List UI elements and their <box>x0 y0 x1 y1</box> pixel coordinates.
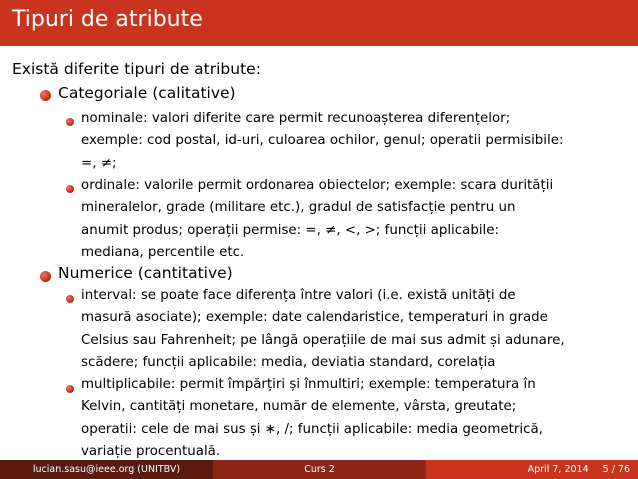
list-item-line: ordinale: valorile permit ordonarea obiectelor; exemple: scara durității <box>81 178 554 193</box>
list-item-line: exemple: cod postal, id-uri, culoarea ochilor, genul; operatii permisibile: <box>81 133 564 149</box>
list-item <box>81 285 629 374</box>
list-item-line: interval: se poate face diferența între valori (i.e. există unități de <box>81 288 516 303</box>
list-item-line: masură asociate); exemple: date calendaristice, temperaturi in grade <box>81 310 548 326</box>
footer-date-page <box>426 460 638 479</box>
intro-text: Există diferite tipuri de atribute: <box>12 60 261 78</box>
category-label: Categoriale (calitative) <box>58 84 236 102</box>
sub-bullet-icon <box>66 118 74 126</box>
bullet-icon <box>40 271 51 282</box>
title-bar <box>0 0 638 46</box>
list-item-line: anumit produs; operații permise: =, ≠, <, >; funcții aplicabile: <box>81 222 500 238</box>
list-item-line: mediana, percentile etc. <box>81 244 245 260</box>
list-item-line: nominale: valori diferite care permit recunoașterea diferențelor; <box>81 111 511 126</box>
footer-course: Curs 2 <box>213 460 426 479</box>
footer-author: lucian.sasu@ieee.org (UNITBV) <box>0 460 213 479</box>
list-item-line: Kelvin, cantități monetare, număr de elemente, vârsta, greutate; <box>81 399 517 415</box>
sub-bullet-icon <box>66 185 74 193</box>
sub-bullet-icon <box>66 385 74 393</box>
list-item-line: variație procentuală. <box>81 443 221 459</box>
footer-date: April 7, 2014 <box>527 464 589 475</box>
list-item-line: operatii: cele de mai sus și ∗, /; funcții aplicabile: media geometrică, <box>81 421 543 437</box>
slide-title: Tipuri de atribute <box>12 7 203 32</box>
list-item <box>81 374 629 463</box>
list-item-line: mineralelor, grade (militare etc.), gradul de satisfacție pentru un <box>81 200 516 216</box>
footer-page-number: 5 / 76 <box>602 464 630 475</box>
bullet-icon <box>40 90 51 101</box>
list-item <box>81 175 629 264</box>
list-item-line: Celsius sau Fahrenheit; pe lângă operațiile de mai sus admit și adunare, <box>81 332 565 348</box>
footer-bar <box>0 460 638 479</box>
sub-bullet-icon <box>66 295 74 303</box>
list-item <box>81 108 629 175</box>
list-item-line: scădere; funcții aplicabile: media, deviatia standard, corelația <box>81 354 496 370</box>
list-item-line: multiplicabile: permit împărțiri și înmultiri; exemple: temperatura în <box>81 377 536 392</box>
list-item-line: =, ≠; <box>81 155 117 171</box>
category-label: Numerice (cantitative) <box>58 264 233 282</box>
